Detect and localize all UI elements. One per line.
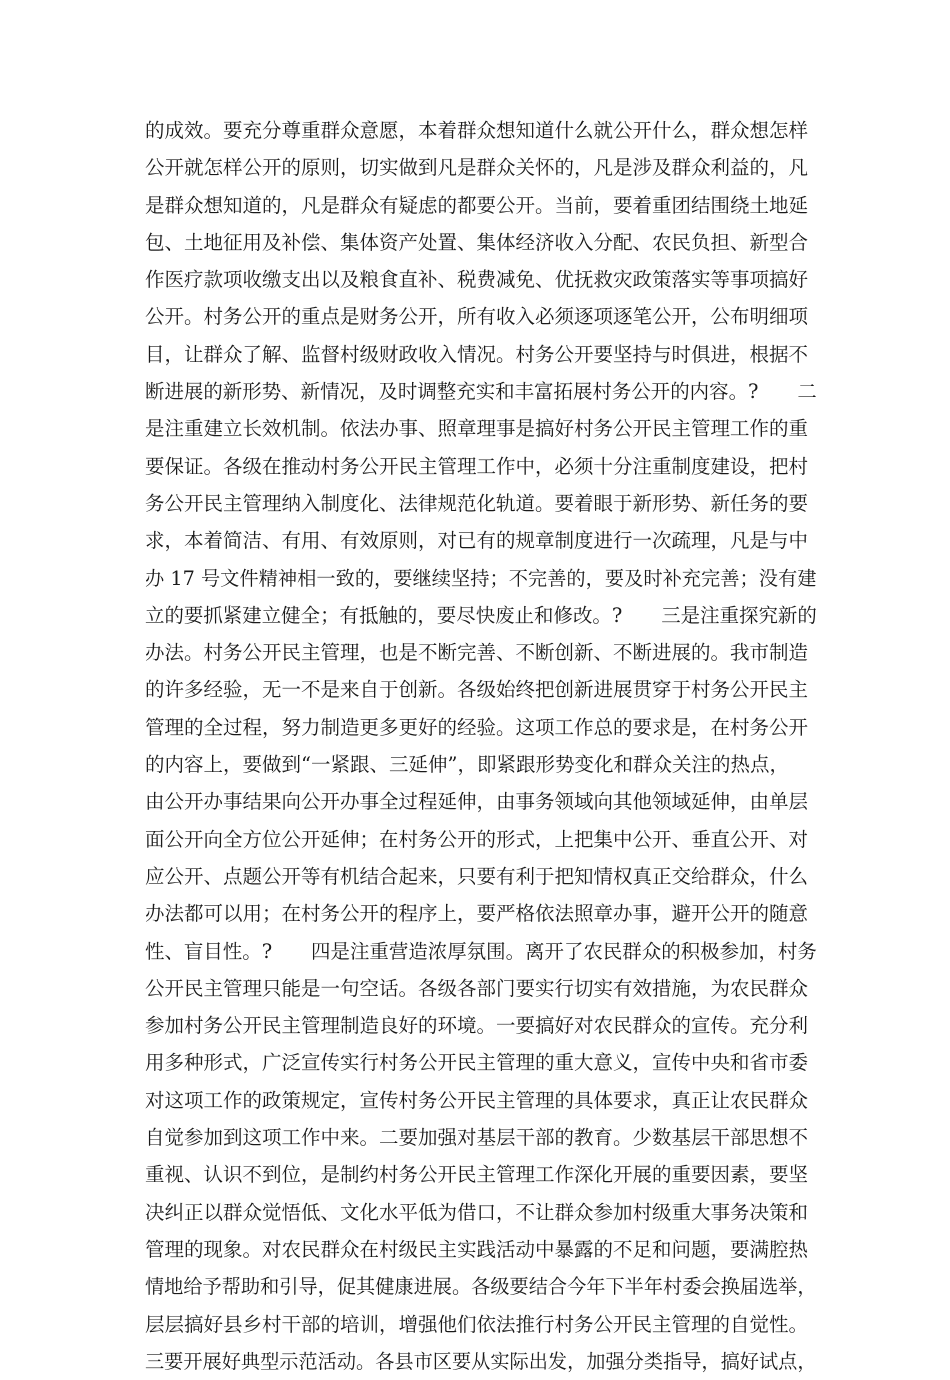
text-line: 情地给予帮助和引导，促其健康进展。各级要结合今年下半年村委会换届选举， [145,1275,817,1299]
text-line: 办 17 号文件精神相一致的，要继续坚持；不完善的，要及时补充完善；没有建 [145,566,817,590]
text-line: 立的要抓紧建立健全；有抵触的，要尽快废止和修改。? 三是注重探究新的 [145,603,817,627]
text-line: 三要开展好典型示范活动。各县市区要从实际出发，加强分类指导，搞好试点， [145,1349,817,1373]
text-line: 办法都可以用；在村务公开的程序上，要严格依法照章办事，避开公开的随意 [145,902,809,926]
text-line: 是群众想知道的，凡是群众有疑虑的都要公开。当前，要着重团结围绕土地延 [145,193,809,217]
text-line: 公开就怎样公开的原则，切实做到凡是群众关怀的，凡是涉及群众利益的，凡 [145,156,809,180]
text-line: 的成效。要充分尊重群众意愿，本着群众想知道什么就公开什么，群众想怎样 [145,119,809,142]
text-line: 求，本着简洁、有用、有效原则，对已有的规章制度进行一次疏理，凡是与中 [145,529,809,553]
text-line: 决纠正以群众觉悟低、文化水平低为借口，不让群众参加村级重大事务决策和 [145,1200,809,1224]
text-line: 断进展的新形势、新情况，及时调整充实和丰富拓展村务公开的内容。? 二 [145,380,817,404]
text-line: 管理的现象。对农民群众在村级民主实践活动中暴露的不足和问题，要满腔热 [145,1237,809,1261]
text-line: 管理的全过程，努力制造更多更好的经验。这项工作总的要求是，在村务公开 [145,715,809,739]
text-line: 自觉参加到这项工作中来。二要加强对基层干部的教育。少数基层干部思想不 [145,1126,809,1150]
text-line: 用多种形式，广泛宣传实行村务公开民主管理的重大意义，宣传中央和省市委 [145,1051,809,1075]
text-line: 参加村务公开民主管理制造良好的环境。一要搞好对农民群众的宣传。充分利 [145,1014,809,1038]
text-line: 目，让群众了解、监督村级财政收入情况。村务公开要坚持与时俱进，根据不 [145,342,809,366]
text-line: 对这项工作的政策规定，宣传村务公开民主管理的具体要求，真正让农民群众 [145,1088,809,1112]
text-line: 由公开办事结果向公开办事全过程延伸，由事务领域向其他领域延伸，由单层 [145,790,809,814]
text-line: 务公开民主管理纳入制度化、法律规范化轨道。要着眼于新形势、新任务的要 [145,491,809,515]
text-line: 公开民主管理只能是一句空话。各级各部门要实行切实有效措施，为农民群众 [145,976,809,1000]
text-line: 性、盲目性。? 四是注重营造浓厚氛围。离开了农民群众的积极参加，村务 [145,939,817,963]
text-line: 公开。村务公开的重点是财务公开，所有收入必须逐项逐笔公开，公布明细项 [145,305,809,329]
text-line: 的内容上，要做到“一紧跟、三延伸”，即紧跟形势变化和群众关注的热点， [145,753,789,777]
text-line: 作医疗款项收缴支出以及粮食直补、税费减免、优抚救灾政策落实等事项搞好 [145,268,809,292]
text-line: 重视、认识不到位，是制约村务公开民主管理工作深化开展的重要因素，要坚 [145,1163,809,1187]
text-line: 面公开向全方位公开延伸；在村务公开的形式，上把集中公开、垂直公开、对 [145,827,809,851]
text-line: 层层搞好县乡村干部的培训，增强他们依法推行村务公开民主管理的自觉性。 [145,1312,809,1336]
text-line: 应公开、点题公开等有机结合起来，只要有利于把知情权真正交给群众，什么 [145,864,809,888]
text-line: 办法。村务公开民主管理，也是不断完善、不断创新、不断进展的。我市制造 [145,641,809,665]
text-line: 是注重建立长效机制。依法办事、照章理事是搞好村务公开民主管理工作的重 [145,417,809,441]
body-text [145,112,815,1380]
text-line: 的许多经验，无一不是来自于创新。各级始终把创新进展贯穿于村务公开民主 [145,678,809,702]
text-line: 要保证。各级在推动村务公开民主管理工作中，必须十分注重制度建设，把村 [145,454,809,478]
text-line: 包、土地征用及补偿、集体资产处置、集体经济收入分配、农民负担、新型合 [145,230,809,254]
